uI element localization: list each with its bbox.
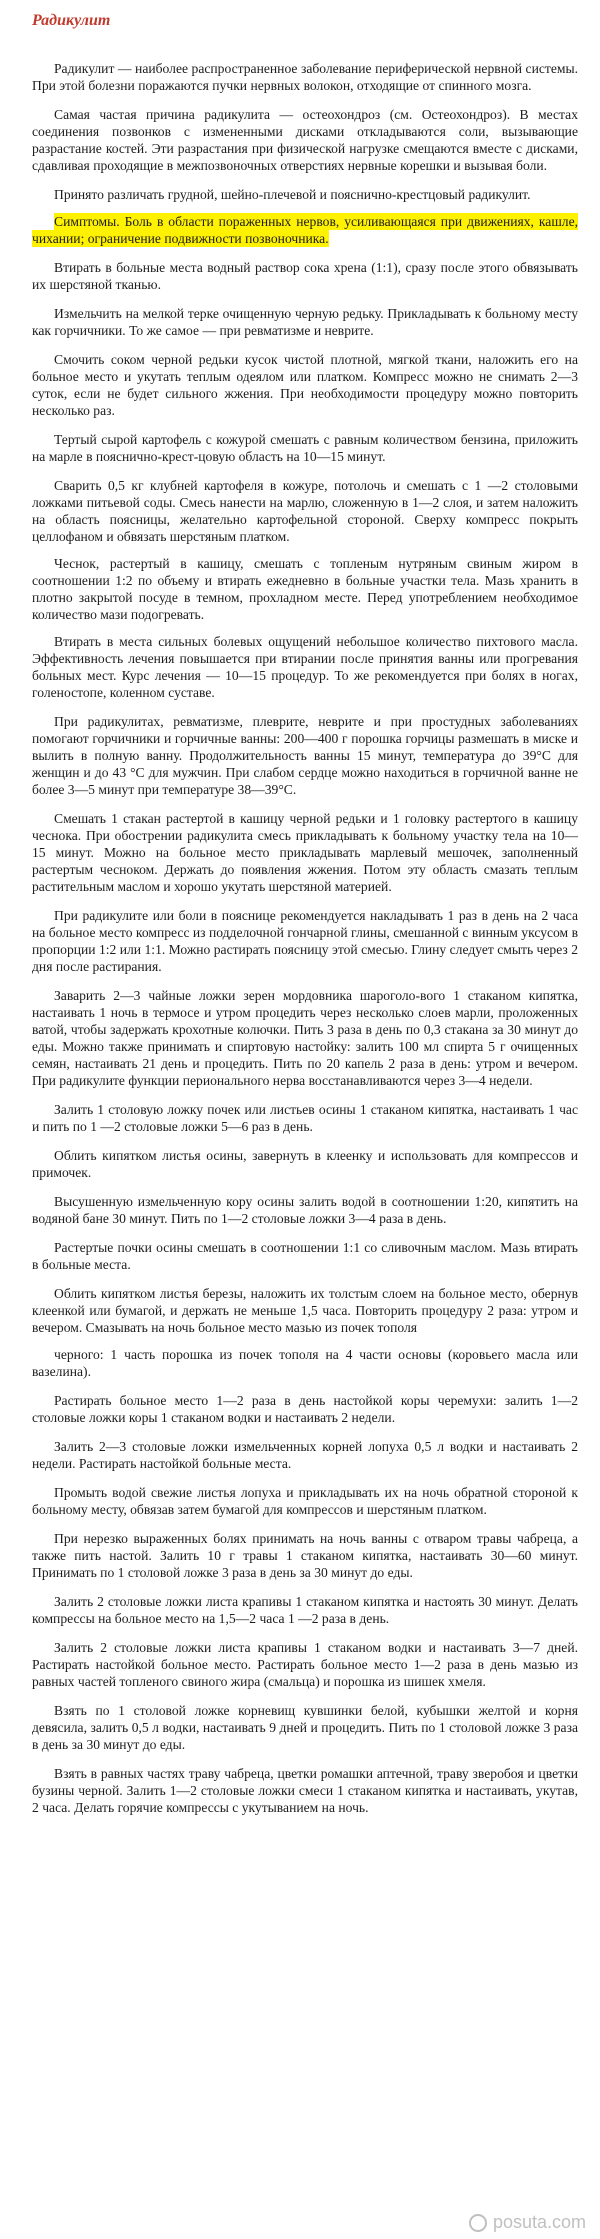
symptoms-paragraph xyxy=(32,213,578,247)
page-title: Радикулит xyxy=(32,12,111,29)
watermark xyxy=(469,2212,586,2233)
paragraph-7: Тертый сырой картофель с кожурой смешать с равным количеством бензина, приложить на марле в пояснично-крест-цовую область на 10—15 минут. xyxy=(32,432,578,464)
paragraph-6: Смочить соком черной редьки кусок чистой плотной, мягкой ткани, наложить его на больное место и укутать теплым одеялом или платком. Компресс можно не снимать 2—3 суток, если не будет сильного жжения. При необходимости процедуру можно повторить несколько раз. xyxy=(32,352,578,418)
paragraph-5: Измельчить на мелкой терке очищенную черную редьку. Прикладывать к больному месту как горчичники. То же самое — при ревматизме и неврите. xyxy=(32,306,578,338)
paragraph-19: Облить кипятком листья березы, наложить их толстым слоем на больное место, обернув клеенкой или бумагой, и держать не меньше 1,5 часа. Повторить процедуру 2 раза: утром и вечером. Смазывать на ночь больное место мазью из почек тополя xyxy=(32,1286,578,1335)
paragraph-16: Облить кипятком листья осины, завернуть в клеенку и использовать для компрессов и примочек. xyxy=(32,1148,578,1180)
paragraph-21: Растирать больное место 1—2 раза в день настойкой коры черемухи: залить 1—2 столовые ложки коры 1 стаканом водки и настаивать 2 недели. xyxy=(32,1393,578,1425)
paragraph-15: Залить 1 столовую ложку почек или листьев осины 1 стаканом кипятка, настаивать 1 час и пить по 1 —2 столовые ложки 5—6 раз в день. xyxy=(32,1102,578,1134)
paragraph-3: Принято различать грудной, шейно-плечевой и пояснично-крестцовый радикулит. xyxy=(54,187,531,202)
watermark-text: posuta.com xyxy=(492,2212,586,2232)
paragraph-13: При радикулите или боли в пояснице рекомендуется накладывать 1 раз в день на 2 часа на больное место компресс из подделочной гончарной глины, смешанной с винным уксусом в пропорции 1:2 или 1:1. Можно растирать поясницу этой смесью. Глину следует смыть через 2 дня после растирания. xyxy=(32,908,578,974)
paragraph-22: Залить 2—3 столовые ложки измельченных корней лопуха 0,5 л водки и настаивать 2 недели. Растирать настойкой больные места. xyxy=(32,1439,578,1471)
paragraph-14: Заварить 2—3 чайные ложки зерен мордовника шароголо-вого 1 стаканом кипятка, настаивать 1 ночь в термосе и утром процедить через несколько слоев марли, проложенных ватой, чтобы задержать крохотные колючки. Пить 3 раза в день по 0,3 стакана за 30 минут до еды. Можно также принимать и спиртовую настойку: залить 100 мл спирта 5 г очищенных семян, настаивать 21 день и процедить. Пить по 20 капель 2 раза в день: утром и вечером. При радикулите функции перионального нерва восстанавливаются через 3—4 недели. xyxy=(32,988,578,1088)
paragraph-20: черного: 1 часть порошка из почек тополя на 4 части основы (коровьего масла или вазелина). xyxy=(32,1347,578,1379)
paragraph-24: При нерезко выраженных болях принимать на ночь ванны с отваром травы чабреца, а также пить настой. Залить 10 г травы 1 стаканом кипятка, настаивать 30—60 минут. Принимать по 1 столовой ложке 3 раза в день за 30 минут до еды. xyxy=(32,1531,578,1580)
paragraph-25: Залить 2 столовые ложки листа крапивы 1 стаканом кипятка и настоять 30 минут. Делать компрессы на больное место на 1,5—2 часа 1 —2 раза в день. xyxy=(32,1594,578,1626)
paragraph-28: Взять в равных частях траву чабреца, цветки ромашки аптечной, траву зверобоя и цветки бузины черной. Залить 1—2 столовые ложки смеси 1 стаканом кипятка и настаивать, укутав, 2 часа. Делать горячие компрессы с укутыванием на ночь. xyxy=(32,1766,578,1815)
paragraph-26: Залить 2 столовые ложки листа крапивы 1 стаканом водки и настаивать 3—7 дней. Растирать настойкой больное место. Растирать больное место 1—2 раза в день мазью из равных частей топленого свиного жира (смальца) и порошка из шишек хмеля. xyxy=(32,1640,578,1689)
paragraph-8: Сварить 0,5 кг клубней картофеля в кожуре, потолочь и смешать с 1 —2 столовыми ложками питьевой соды. Смесь нанести на марлю, сложенную в 1—2 слоя, и затем наложить на область поясницы, желательно картофельной стороной. Сверху компресс покрыть целлофаном и обвязать шерстяным платком. xyxy=(32,478,578,544)
paragraph-27: Взять по 1 столовой ложке корневищ кувшинки белой, кубышки желтой и корня девясила, залить 0,5 л водки, настаивать 9 дней и процедить. Пить по 1 столовой ложке 3 раза в день за 30 минут до еды. xyxy=(32,1703,578,1752)
paragraph-4: Втирать в больные места водный раствор сока хрена (1:1), сразу после этого обвязывать их шерстяной тканью. xyxy=(32,260,578,292)
paragraph-1: Радикулит — наиболее распространенное заболевание периферической нервной системы. При этой болезни поражаются пучки нервных волокон, отходящие от спинного мозга. xyxy=(32,61,578,93)
paragraph-2: Самая частая причина радикулита — остеохондроз (см. Остеохондроз). В местах соединения позвонков с измененными дисками откладываются соли, вызывающие разрастание костей. Эти разрастания при физической нагрузке смещаются вместе с дисками, сдавливая проходящие в межпозвоночных отверстиях нервные корешки и вызывая боли. xyxy=(32,107,578,173)
highlighted-symptoms: Симптомы. Боль в области пораженных нервов, усиливающаяся при движениях, кашле, чихании; ограничение подвижности позвоночника. xyxy=(32,214,578,246)
paragraph-17: Высушенную измельченную кору осины залить водой в соотношении 1:20, кипятить на водяной бане 30 минут. Пить по 1—2 столовые ложки 3—4 раза в день. xyxy=(32,1194,578,1226)
paragraph-10: Втирать в места сильных болевых ощущений небольшое количество пихтового масла. Эффективность лечения повышается при втирании после принятия ванны или прогревания больных мест. Курс лечения — 10—15 процедур. То же рекомендуется при болях в ногах, голеностопе, коленном суставе. xyxy=(32,634,578,700)
paragraph-11: При радикулитах, ревматизме, плеврите, неврите и при простудных заболеваниях помогают горчичники и горчичные ванны: 200—400 г порошка горчицы размешать в миске и вылить в полную ванну. Продолжительность ванны 15 минут, температура до 39°С для женщин и до 43 °С для мужчин. При слабом сердце можно находиться в горчичной ванне не более 3—5 минут при температуре 38—39°С. xyxy=(32,714,578,797)
paragraph-23: Промыть водой свежие листья лопуха и прикладывать их на ночь обратной стороной к больному месту, обвязав затем бумагой для компрессов и шерстяным платком. xyxy=(32,1485,578,1517)
paragraph-12: Смешать 1 стакан растертой в кашицу черной редьки и 1 головку растертого в кашицу чеснока. При обострении радикулита смесь прикладывать к больному участку тела на 10— 15 минут. Можно на больное место прикладывать марлевый мешочек, заполненный растертым чесноком. Держать до появления жжения. Потом эту область смазать теплым растительным маслом и хорошо укутать шерстяной материей. xyxy=(32,811,578,894)
paragraph-9: Чеснок, растертый в кашицу, смешать с топленым нутряным свиным жиром в соотношении 1:2 по объему и втирать ежедневно в больные участки тела. Мазь хранить в плотно закрытой посуде в темном, прохладном месте. Перед употреблением необходимое количество мази подогревать. xyxy=(32,556,578,622)
pin-icon xyxy=(469,2214,487,2232)
paragraph-18: Растертые почки осины смешать в соотношении 1:1 со сливочным маслом. Мазь втирать в больные места. xyxy=(32,1240,578,1272)
